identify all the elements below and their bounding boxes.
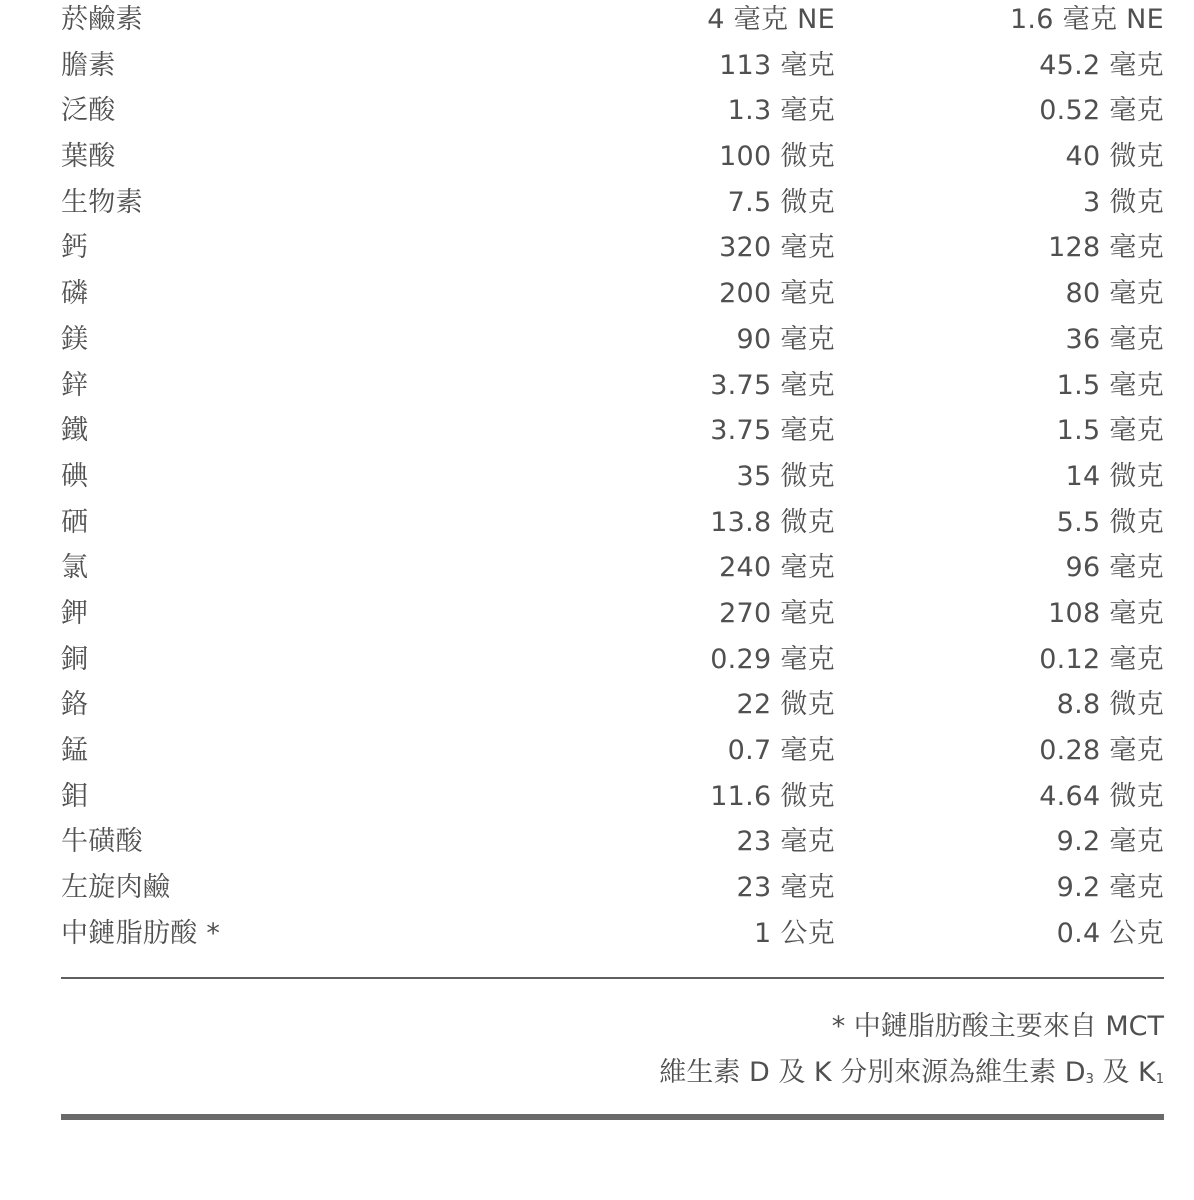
nutrient-name: 氯 [61, 552, 89, 584]
amount-column-a: 4 毫克 NE [707, 4, 835, 35]
amount-column-b: 5.5 微克 [1056, 506, 1164, 538]
amount-column-b: 128 毫克 [1048, 232, 1164, 264]
table-row [61, 411, 1164, 457]
amount-column-a: 270 毫克 [719, 597, 835, 629]
nutrient-name: 碘 [61, 460, 89, 492]
nutrient-name: 左旋肉鹼 [61, 872, 171, 904]
amount-column-b: 36 毫克 [1065, 323, 1164, 355]
table-row [61, 457, 1164, 503]
table-row [61, 503, 1164, 549]
footnote-vitamin-mid: 及 K [1093, 1057, 1156, 1088]
table-row [61, 137, 1164, 183]
table-row [61, 822, 1164, 868]
nutrient-name: 中鏈脂肪酸 * [61, 917, 221, 949]
amount-column-b: 3 微克 [1083, 186, 1164, 218]
table-row [61, 366, 1164, 412]
nutrient-name: 磷 [61, 278, 89, 310]
amount-column-b: 8.8 微克 [1056, 689, 1164, 721]
amount-column-b: 0.12 毫克 [1039, 643, 1164, 675]
footnote-subscript-k: 1 [1155, 1072, 1164, 1087]
amount-column-a: 22 微克 [736, 689, 835, 721]
amount-column-b: 9.2 毫克 [1056, 872, 1164, 904]
nutrient-name: 泛酸 [61, 95, 116, 127]
amount-column-a: 23 毫克 [736, 872, 835, 904]
amount-column-a: 23 毫克 [736, 826, 835, 858]
footnote-mct: * 中鏈脂肪酸主要來自 MCT [831, 1011, 1164, 1042]
nutrient-name: 鎂 [61, 323, 89, 355]
amount-column-a: 3.75 毫克 [710, 369, 835, 401]
table-row [61, 91, 1164, 137]
amount-column-b: 1.5 毫克 [1056, 369, 1164, 401]
table-row [61, 731, 1164, 777]
table-row [61, 777, 1164, 823]
footnote-subscript-d: 3 [1085, 1072, 1094, 1087]
bottom-divider [61, 1114, 1164, 1120]
nutrient-name: 生物素 [61, 186, 143, 218]
amount-column-a: 13.8 微克 [710, 506, 835, 538]
amount-column-b: 14 微克 [1065, 460, 1164, 492]
amount-column-a: 11.6 微克 [710, 780, 835, 812]
table-row [61, 0, 1164, 46]
footnotes [659, 1004, 1164, 1101]
table-row [61, 640, 1164, 686]
amount-column-a: 240 毫克 [719, 552, 835, 584]
table-row [61, 228, 1164, 274]
amount-column-a: 0.29 毫克 [710, 643, 835, 675]
amount-column-b: 4.64 微克 [1039, 780, 1164, 812]
nutrient-name: 膽素 [61, 49, 116, 81]
amount-column-b: 108 毫克 [1048, 597, 1164, 629]
table-row [61, 274, 1164, 320]
amount-column-b: 9.2 毫克 [1056, 826, 1164, 858]
nutrient-name: 鈣 [61, 232, 89, 264]
table-row [61, 548, 1164, 594]
amount-column-a: 113 毫克 [719, 49, 835, 81]
amount-column-a: 35 微克 [736, 460, 835, 492]
footnote-vitamin-source [659, 1050, 1164, 1101]
amount-column-a: 200 毫克 [719, 278, 835, 310]
amount-column-b: 0.28 毫克 [1039, 735, 1164, 766]
amount-column-a: 1.3 毫克 [727, 95, 835, 127]
table-divider [61, 977, 1164, 979]
amount-column-a: 320 毫克 [719, 232, 835, 264]
nutrient-name: 菸鹼素 [61, 4, 143, 35]
amount-column-a: 1 公克 [754, 917, 835, 949]
table-row [61, 594, 1164, 640]
nutrient-name: 銅 [61, 643, 89, 675]
amount-column-a: 7.5 微克 [727, 186, 835, 218]
table-row [61, 46, 1164, 92]
nutrition-table [61, 0, 1164, 959]
amount-column-b: 1.5 毫克 [1056, 415, 1164, 447]
nutrient-name: 葉酸 [61, 141, 116, 173]
amount-column-b: 40 微克 [1065, 141, 1164, 173]
amount-column-b: 45.2 毫克 [1039, 49, 1164, 81]
table-row [61, 685, 1164, 731]
amount-column-a: 3.75 毫克 [710, 415, 835, 447]
amount-column-a: 90 毫克 [736, 323, 835, 355]
amount-column-b: 0.52 毫克 [1039, 95, 1164, 127]
amount-column-b: 0.4 公克 [1056, 917, 1164, 949]
table-row [61, 183, 1164, 229]
amount-column-b: 1.6 毫克 NE [1009, 4, 1164, 35]
amount-column-b: 80 毫克 [1065, 278, 1164, 310]
nutrient-name: 鉀 [61, 597, 89, 629]
nutrient-name: 錳 [61, 735, 89, 766]
nutrient-name: 鉻 [61, 689, 89, 721]
footnote-vitamin-prefix: 維生素 D 及 K 分別來源為維生素 D [659, 1057, 1086, 1088]
table-row [61, 868, 1164, 914]
nutrient-name: 牛磺酸 [61, 826, 143, 858]
nutrient-name: 鉬 [61, 780, 89, 812]
amount-column-b: 96 毫克 [1065, 552, 1164, 584]
nutrient-name: 鋅 [61, 369, 89, 401]
nutrient-name: 硒 [61, 506, 89, 538]
nutrient-name: 鐵 [61, 415, 89, 447]
amount-column-a: 0.7 毫克 [727, 735, 835, 766]
table-row [61, 320, 1164, 366]
table-row [61, 914, 1164, 960]
amount-column-a: 100 微克 [719, 141, 835, 173]
